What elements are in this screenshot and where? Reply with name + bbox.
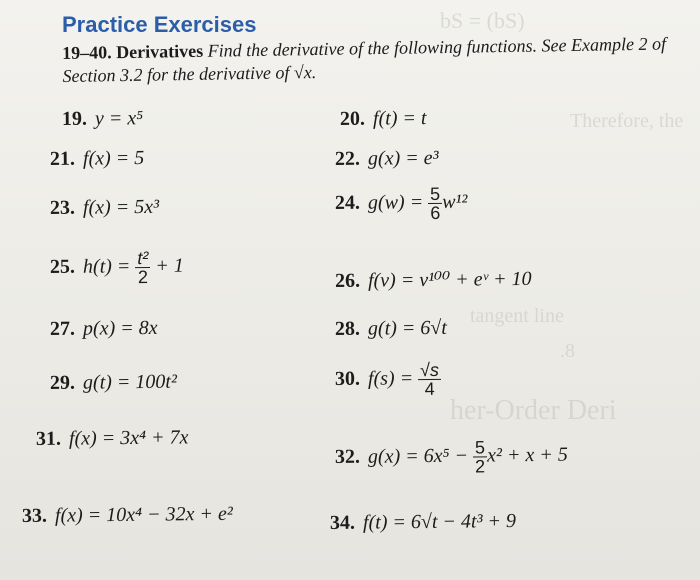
fraction xyxy=(473,438,487,475)
problem-expression: f(v) = v¹⁰⁰ + eᵛ + 10 xyxy=(367,267,532,292)
section-heading: Practice Exercises xyxy=(62,12,257,37)
fraction xyxy=(428,185,442,222)
problem-expression: f(x) = 5x³ xyxy=(82,195,160,219)
problem-expression: f(t) = 6√t − 4t³ + 9 xyxy=(362,510,517,534)
problem-number: 21. xyxy=(49,147,76,170)
problem-number: 20. xyxy=(339,107,366,130)
instructions xyxy=(62,32,683,88)
fraction-numerator: √s xyxy=(419,359,440,381)
problem-number: 23. xyxy=(49,196,76,219)
problem-expression: y = x⁵ xyxy=(94,107,144,130)
problem-20 xyxy=(340,107,427,131)
problem-33 xyxy=(22,503,233,528)
fraction-denominator: 2 xyxy=(475,456,486,477)
problem-number: 33. xyxy=(21,504,48,527)
fraction xyxy=(418,361,441,398)
fraction-denominator: 6 xyxy=(430,202,441,224)
problem-expression: f(x) = 5 xyxy=(82,147,145,170)
problem-number: 29. xyxy=(49,371,76,394)
problem-expression: g(t) = 100t² xyxy=(82,370,178,394)
problem-expression: f(t) = t xyxy=(372,107,427,130)
problem-lhs: h(t) = xyxy=(82,255,136,278)
problem-number: 28. xyxy=(334,317,361,340)
problem-26 xyxy=(335,266,532,293)
fraction-numerator: 5 xyxy=(429,183,441,205)
problem-lhs: g(w) = xyxy=(367,191,429,214)
problem-lhs: f(s) = xyxy=(367,367,419,390)
problem-21 xyxy=(50,147,144,171)
problem-lhs: g(x) = 6x⁵ − xyxy=(367,444,474,468)
problem-expression: f(x) = 10x⁴ − 32x + e² xyxy=(54,502,233,527)
problem-28 xyxy=(335,317,447,341)
exercise-range: 19–40. xyxy=(62,42,112,63)
problem-24 xyxy=(335,185,468,223)
fraction-numerator: 5 xyxy=(474,437,486,458)
problem-rhs: w¹² xyxy=(442,190,468,213)
problem-expression: g(t) = 6√t xyxy=(367,316,448,340)
problem-30 xyxy=(335,361,441,399)
problem-23 xyxy=(50,196,159,220)
problem-22 xyxy=(335,147,439,171)
problem-number: 25. xyxy=(49,255,76,279)
problem-25 xyxy=(50,249,184,287)
fraction-numerator: t² xyxy=(137,247,149,269)
problem-expression: p(x) = 8x xyxy=(82,316,158,340)
problem-27 xyxy=(50,317,158,341)
problem-rhs: + 1 xyxy=(150,254,184,278)
problem-number: 31. xyxy=(35,427,62,450)
problem-expression: g(x) = e³ xyxy=(367,146,439,170)
problem-32 xyxy=(335,438,568,477)
problem-29 xyxy=(50,371,177,395)
problem-number: 19. xyxy=(61,107,88,130)
fraction-denominator: 4 xyxy=(424,378,435,400)
problem-number: 22. xyxy=(334,147,361,170)
instructions-text: Find the derivative of the following functions. See Example 2 of Section 3.2 for the derivative of √x. xyxy=(62,33,667,86)
problem-19 xyxy=(62,107,143,131)
problem-34 xyxy=(330,510,516,535)
problem-number: 30. xyxy=(334,367,361,391)
fraction-denominator: 2 xyxy=(137,266,149,288)
instructions-title: Derivatives xyxy=(116,40,204,63)
fraction xyxy=(135,249,150,286)
problem-number: 24. xyxy=(334,191,361,215)
problem-number: 32. xyxy=(334,445,361,469)
problem-number: 26. xyxy=(334,269,361,292)
problem-rhs: x² + x + 5 xyxy=(486,443,568,467)
problem-31 xyxy=(36,426,189,451)
problem-number: 34. xyxy=(329,511,356,534)
problem-expression: f(x) = 3x⁴ + 7x xyxy=(68,426,189,450)
problem-number: 27. xyxy=(49,317,76,340)
